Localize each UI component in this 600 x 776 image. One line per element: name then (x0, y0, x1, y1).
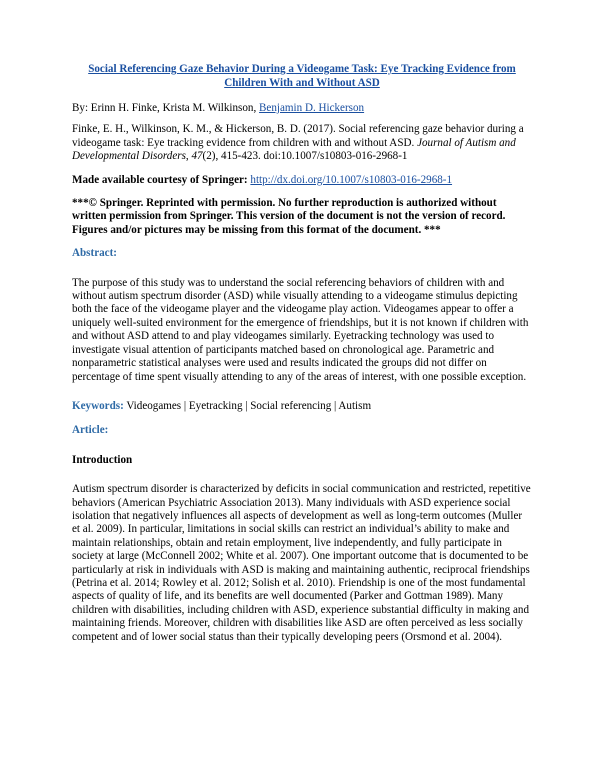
keywords-text: Videogames | Eyetracking | Social referencing | Autism (123, 399, 372, 412)
citation-text-1: Finke, E. H., Wilkinson, K. M., & Hickerson, B. D. (2017). Social referencing gaze behavior during a videogame task: Eye tracking evidence from children with and without ASD. (72, 123, 524, 149)
introduction-text: Autism spectrum disorder is characterized by deficits in social communication and restricted, repetitive behaviors (American Psychiatric Association 2013). Many individuals with ASD experience social isolation that negatively influences all aspects of development as well as long-term outcomes (Muller et al. 2009). In particular, limitations in social skills can restrict an individual’s ability to make and maintain relationships, obtain and retain employment, live independently, and fully participate in society at large (McConnell 2002; White et al. 2007). One important outcome that is documented to be particularly at risk in individuals with ASD is making and maintaining authentic, reciprocal friendships (Petrina et al. 2014; Rowley et al. 2012; Solish et al. 2010). Friendship is one of the most fundamental aspects of quality of life, and its benefits are well documented (Parker and Gottman 1989). Many children with disabilities, including children with ASD, experience substantial difficulty in making and maintaining friends. Moreover, children with disabilities like ASD are often perceived as less socially competent and of lower social status than their typically developing peers (Orsmond et al. 2004). (72, 483, 531, 643)
copyright-notice: ***© Springer. Reprinted with permission. No further reproduction is authorized without written permission from Springer. This version of the document is not the version of record. Figures and/or pictures may be missing from this format of the document. *** (72, 197, 506, 236)
keywords-line (72, 400, 532, 413)
doi-link[interactable]: http://dx.doi.org/10.1007/s10803-016-2968-1 (250, 173, 453, 186)
citation-journal: Journal of Autism and Developmental Disorders (72, 136, 516, 163)
courtesy-line (72, 174, 532, 187)
article-title[interactable]: Social Referencing Gaze Behavior During a Videogame Task: Eye Tracking Evidence from Children With and Without ASD (88, 63, 516, 89)
keywords-label: Keywords: (72, 399, 124, 412)
introduction-heading: Introduction (72, 453, 133, 466)
abstract-text: The purpose of this study was to understand the social referencing behaviors of children with and without autism spectrum disorder (ASD) while visually attending to a videogame stimulus depicting both the face of the videogame player and the videogame play action. Videogames appear to offer a uniquely well-suited environment for the emergence of friendships, but it is not known if children with and without ASD attend to and play videogames similarly. Eyetracking technology was used to investigate visual attention of participants matched based on chronological age. Parametric and nonparametric statistical analyses were used and results indicated the groups did not differ on percentage of time spent visually attending to any of the areas of interest, with one possible exception. (72, 276, 529, 383)
abstract-heading: Abstract: (72, 247, 117, 260)
article-heading: Article: (72, 424, 109, 437)
authors-line (72, 102, 532, 115)
author-link-hickerson[interactable]: Benjamin D. Hickerson (259, 102, 365, 114)
document-page (72, 62, 532, 644)
citation-volume: 47 (191, 150, 203, 163)
citation-text-2: , (185, 150, 192, 163)
courtesy-label: Made available courtesy of Springer: (72, 173, 251, 186)
authors-text: By: Erinn H. Finke, Krista M. Wilkinson, (72, 102, 260, 114)
citation-text-3: (2), 415-423. doi:10.1007/s10803-016-2968-1 (202, 150, 408, 163)
citation (72, 123, 532, 163)
